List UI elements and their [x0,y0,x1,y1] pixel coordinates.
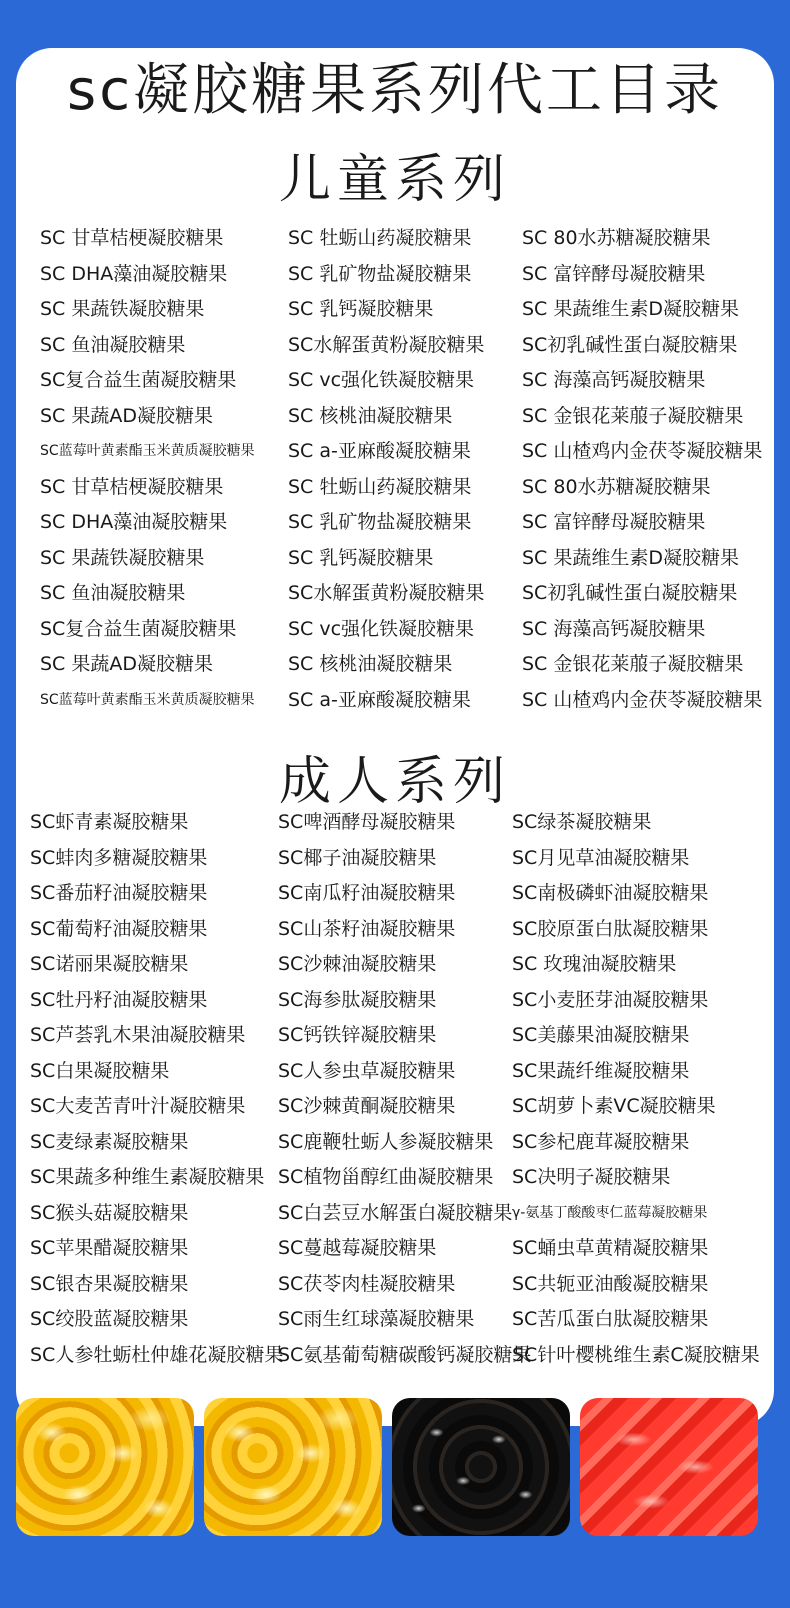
product-row [0,611,790,647]
product-item: SC雨生红球藻凝胶糖果 [278,1308,475,1330]
product-item: SC银杏果凝胶糖果 [30,1272,189,1295]
product-item: SC 牡蛎山药凝胶糖果 [288,227,472,249]
product-item: SC虾青素凝胶糖果 [30,811,189,833]
product-item: SC 鱼油凝胶糖果 [40,333,186,356]
product-item: SC 果蔬铁凝胶糖果 [40,298,205,320]
product-row [0,398,790,434]
product-item: SC牡丹籽油凝胶糖果 [30,988,208,1011]
product-row [0,540,790,576]
product-item: SC 果蔬维生素D凝胶糖果 [522,546,739,569]
product-item: SC钙铁锌凝胶糖果 [278,1024,437,1046]
product-item: SC水解蛋黄粉凝胶糖果 [288,582,485,604]
product-item: SC DHA藻油凝胶糖果 [40,511,228,533]
product-item: SC大麦苦青叶汁凝胶糖果 [30,1095,246,1117]
product-item: SC果蔬纤维凝胶糖果 [512,1059,690,1082]
product-item: SC人参牡蛎杜仲雄花凝胶糖果 [30,1343,284,1366]
product-row [0,1053,790,1089]
product-item: SC参杞鹿茸凝胶糖果 [512,1130,690,1153]
product-item: SC 乳矿物盐凝胶糖果 [288,511,472,533]
product-item: SC 金银花莱菔子凝胶糖果 [522,653,744,675]
product-row [0,327,790,363]
product-item: SC 金银花莱菔子凝胶糖果 [522,404,744,427]
product-item: SC 山楂鸡内金茯苓凝胶糖果 [522,440,763,462]
product-item: SC 果蔬AD凝胶糖果 [40,404,213,427]
product-item: SC针叶樱桃维生素C凝胶糖果 [512,1343,760,1366]
product-item: SC葡萄籽油凝胶糖果 [30,917,208,940]
product-item: SC vc强化铁凝胶糖果 [288,369,475,391]
product-item: SC番茄籽油凝胶糖果 [30,882,208,904]
product-item: SC 乳矿物盐凝胶糖果 [288,262,472,285]
product-item: SC苦瓜蛋白肽凝胶糖果 [512,1308,709,1330]
product-item: SC 果蔬铁凝胶糖果 [40,546,205,569]
product-row [0,646,790,682]
product-item: SC猴头菇凝胶糖果 [30,1201,189,1224]
product-item: SC沙棘黄酮凝胶糖果 [278,1095,456,1117]
product-item: SC绞股蓝凝胶糖果 [30,1308,189,1330]
product-row [0,840,790,876]
product-row [0,1230,790,1266]
product-item: SC 甘草桔梗凝胶糖果 [40,227,224,249]
product-item: SC胡萝卜素VC凝胶糖果 [512,1095,716,1117]
product-row [0,1301,790,1337]
product-row [0,220,790,256]
product-item: SC麦绿素凝胶糖果 [30,1130,189,1153]
product-row [0,504,790,540]
product-item: SC沙棘油凝胶糖果 [278,953,437,975]
product-row [0,575,790,611]
product-row [0,1088,790,1124]
product-item: SC蛹虫草黄精凝胶糖果 [512,1237,709,1259]
product-item: SC植物甾醇红曲凝胶糖果 [278,1166,494,1188]
product-photos [16,1398,774,1538]
product-item: SC决明子凝胶糖果 [512,1166,671,1188]
yellow-softgels-photo [204,1398,382,1536]
product-item: SC DHA藻油凝胶糖果 [40,262,228,285]
product-item: SC胶原蛋白肽凝胶糖果 [512,917,709,940]
product-row [0,1266,790,1302]
product-row [0,1337,790,1373]
product-item: SC共轭亚油酸凝胶糖果 [512,1272,709,1295]
product-item: SC a-亚麻酸凝胶糖果 [288,440,471,462]
product-row [0,1159,790,1195]
product-item: SC月见草油凝胶糖果 [512,846,690,869]
product-item: SC白果凝胶糖果 [30,1059,170,1082]
product-row [0,1124,790,1160]
product-row [0,982,790,1018]
product-item: SC啤酒酵母凝胶糖果 [278,811,456,833]
kids-section-title: 儿童系列 [278,150,511,210]
product-item: SC茯苓肉桂凝胶糖果 [278,1272,456,1295]
product-item: SC水解蛋黄粉凝胶糖果 [288,333,485,356]
product-item: SC 乳钙凝胶糖果 [288,546,434,569]
yellow-softgels-photo [16,1398,194,1536]
product-item: SC a-亚麻酸凝胶糖果 [288,688,471,711]
product-item: SC蓝莓叶黄素酯玉米黄质凝胶糖果 [40,443,255,459]
product-item: SC美藤果油凝胶糖果 [512,1024,690,1046]
product-item: SC复合益生菌凝胶糖果 [40,369,237,391]
product-item: SC 鱼油凝胶糖果 [40,582,186,604]
product-item: γ-氨基丁酸酸枣仁蓝莓凝胶糖果 [512,1204,708,1221]
product-item: SC海参肽凝胶糖果 [278,988,437,1011]
product-item: SC 海藻高钙凝胶糖果 [522,369,706,391]
product-row [0,804,790,840]
product-row [0,1017,790,1053]
product-item: SC苹果醋凝胶糖果 [30,1237,189,1259]
product-row [0,911,790,947]
product-row [0,433,790,469]
product-item: SC氨基葡萄糖碳酸钙凝胶糖果 [278,1343,532,1366]
product-item: SC椰子油凝胶糖果 [278,846,437,869]
product-item: SC诺丽果凝胶糖果 [30,953,189,975]
product-item: SC 海藻高钙凝胶糖果 [522,617,706,640]
product-row [0,946,790,982]
product-item: SC 牡蛎山药凝胶糖果 [288,475,472,498]
product-item: SC 果蔬维生素D凝胶糖果 [522,298,739,320]
product-item: SC山茶籽油凝胶糖果 [278,917,456,940]
product-row [0,291,790,327]
product-item: SC绿茶凝胶糖果 [512,811,652,833]
product-item: SC人参虫草凝胶糖果 [278,1059,456,1082]
product-item: SC蔓越莓凝胶糖果 [278,1237,437,1259]
black-softgels-photo [392,1398,570,1536]
product-item: SC蓝莓叶黄素酯玉米黄质凝胶糖果 [40,691,255,708]
product-row [0,362,790,398]
product-item: SC 玫瑰油凝胶糖果 [512,953,677,975]
product-item: SC芦荟乳木果油凝胶糖果 [30,1024,246,1046]
product-item: SC 富锌酵母凝胶糖果 [522,262,706,285]
product-item: SC南极磷虾油凝胶糖果 [512,882,709,904]
product-item: SC 核桃油凝胶糖果 [288,404,453,427]
product-item: SC 乳钙凝胶糖果 [288,298,434,320]
product-item: SC果蔬多种维生素凝胶糖果 [30,1166,265,1188]
page-title: sc凝胶糖果系列代工目录 [67,58,723,123]
product-item: SC复合益生菌凝胶糖果 [40,617,237,640]
product-item: SC 富锌酵母凝胶糖果 [522,511,706,533]
product-item: SC 果蔬AD凝胶糖果 [40,653,213,675]
red-softgels-photo [580,1398,758,1536]
product-row [0,1195,790,1231]
adult-section-title: 成人系列 [278,752,511,812]
product-item: SC 山楂鸡内金茯苓凝胶糖果 [522,688,763,711]
product-item: SC初乳碱性蛋白凝胶糖果 [522,333,738,356]
product-item: SC 80水苏糖凝胶糖果 [522,227,711,249]
product-item: SC vc强化铁凝胶糖果 [288,617,475,640]
product-item: SC 甘草桔梗凝胶糖果 [40,475,224,498]
product-item: SC南瓜籽油凝胶糖果 [278,882,456,904]
product-row [0,469,790,505]
product-item: SC 80水苏糖凝胶糖果 [522,475,711,498]
product-item: SC 核桃油凝胶糖果 [288,653,453,675]
product-item: SC白芸豆水解蛋白凝胶糖果 [278,1201,513,1224]
product-item: SC蚌肉多糖凝胶糖果 [30,846,208,869]
product-row [0,682,790,718]
product-row [0,875,790,911]
product-row [0,256,790,292]
product-item: SC鹿鞭牡蛎人参凝胶糖果 [278,1130,494,1153]
product-item: SC初乳碱性蛋白凝胶糖果 [522,582,738,604]
product-item: SC小麦胚芽油凝胶糖果 [512,988,709,1011]
